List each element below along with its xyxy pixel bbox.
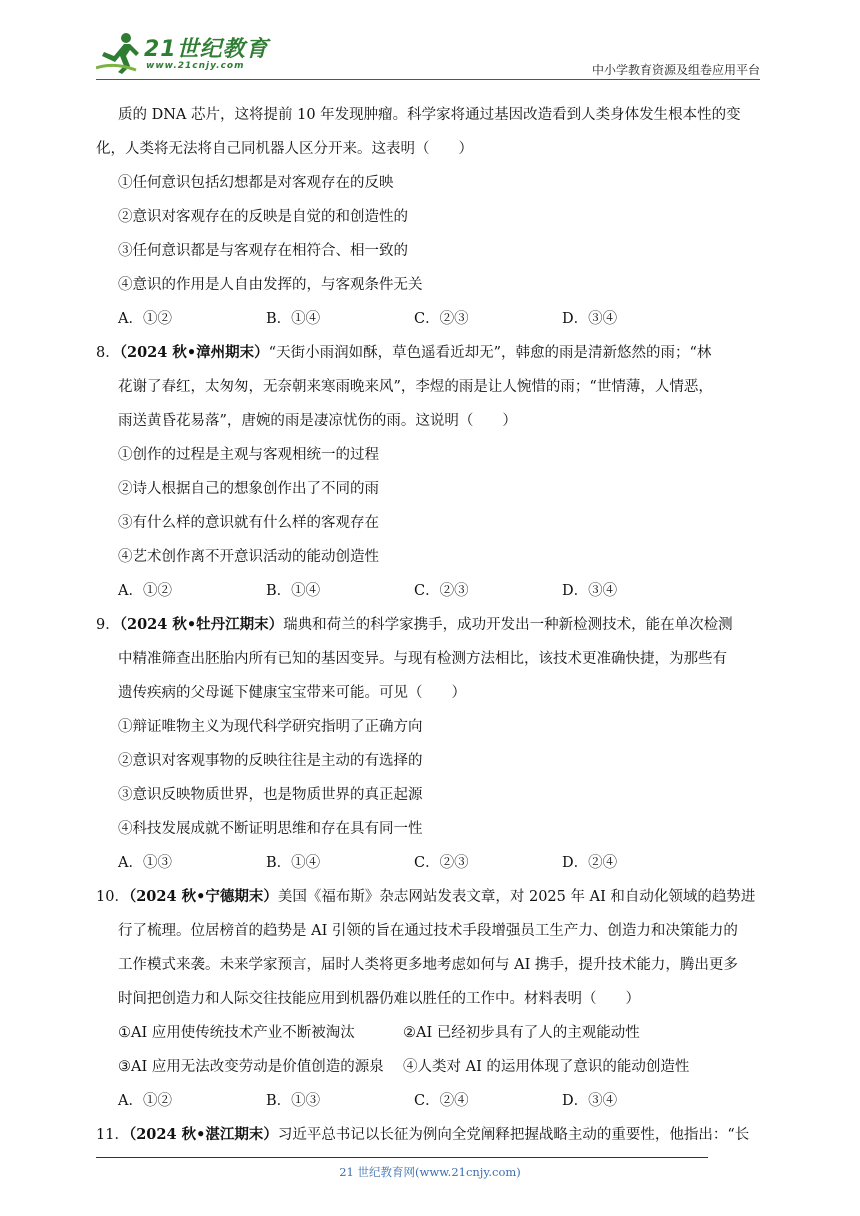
q9-text-1: 瑞典和荷兰的科学家携手，成功开发出一种新检测技术，能在单次检测 xyxy=(283,617,733,633)
q10-item-4: ④人类对 AI 的运用体现了意识的能动创造性 xyxy=(403,1059,690,1075)
q9-option-b[interactable]: B．①④ xyxy=(266,855,321,871)
q9-options xyxy=(96,846,766,880)
q8-item-2: ②诗人根据自己的想象创作出了不同的雨 xyxy=(118,481,379,497)
q7-line-2: 化，人类将无法将自己同机器人区分开来。这表明（ ） xyxy=(96,141,473,157)
q10-item-3: ③AI 应用无法改变劳动是价值创造的源泉 xyxy=(118,1059,384,1075)
q10-items-row-1 xyxy=(96,1016,766,1050)
q8-number: 8． xyxy=(96,345,120,361)
logo xyxy=(96,28,296,78)
q10-option-a[interactable]: A．①② xyxy=(118,1093,172,1109)
q9-item-2: ②意识对客观事物的反映往往是主动的有选择的 xyxy=(118,753,423,769)
q8-stem-line-3: 雨送黄昏花易落”，唐婉的雨是凄凉忧伤的雨。这说明（ ） xyxy=(118,413,517,429)
q10-stem-line-3: 工作模式来袭。未来学家预言，届时人类将更多地考虑如何与 AI 携手，提升技术能力，腾出更多 xyxy=(118,957,738,973)
q7-item-2: ②意识对客观存在的反映是自觉的和创造性的 xyxy=(118,209,408,225)
logo-text: 21世纪教育 xyxy=(144,37,269,62)
logo-url: www.21cnjy.com xyxy=(146,61,245,71)
q10-number: 10． xyxy=(96,889,129,905)
q9-stem-line-1 xyxy=(96,608,766,642)
q10-item-1: ①AI 应用使传统技术产业不断被淘汰 xyxy=(118,1025,355,1041)
q7-line-1: 质的 DNA 芯片，这将提前 10 年发现肿瘤。科学家将通过基因改造看到人类身体发生根本性的变 xyxy=(118,107,741,123)
q10-items-row-2 xyxy=(96,1050,766,1084)
page-header xyxy=(96,28,760,80)
q8-item-3: ③有什么样的意识就有什么样的客观存在 xyxy=(118,515,379,531)
q10-option-b[interactable]: B．①③ xyxy=(266,1093,321,1109)
q9-number: 9． xyxy=(96,617,120,633)
q10-option-c[interactable]: C．②④ xyxy=(414,1093,469,1109)
q9-stem-line-2: 中精准筛查出胚胎内所有已知的基因变异。与现有检测方法相比，该技术更准确快捷，为那些有 xyxy=(118,651,727,667)
footer-link[interactable]: 21 世纪教育网(www.21cnjy.com) xyxy=(339,1165,521,1179)
q11-stem-line-1 xyxy=(96,1118,766,1152)
q10-stem-line-2: 行了梳理。位居榜首的趋势是 AI 引领的旨在通过技术手段增强员工生产力、创造力和决策能力的 xyxy=(118,923,738,939)
q9-option-d[interactable]: D．②④ xyxy=(562,855,618,871)
q7-options xyxy=(96,302,766,336)
q8-source: （2024 秋•漳州期末） xyxy=(119,344,269,361)
q9-option-a[interactable]: A．①③ xyxy=(118,855,172,871)
q10-stem-line-4: 时间把创造力和人际交往技能应用到机器仍难以胜任的工作中。材料表明（ ） xyxy=(118,991,640,1007)
q7-item-3: ③任何意识都是与客观存在相符合、相一致的 xyxy=(118,243,408,259)
q9-option-c[interactable]: C．②③ xyxy=(414,855,469,871)
q7-option-d[interactable]: D．③④ xyxy=(562,311,618,327)
q9-source: （2024 秋•牡丹江期末） xyxy=(119,616,284,633)
q8-option-c[interactable]: C．②③ xyxy=(414,583,469,599)
q11-number: 11． xyxy=(96,1127,129,1143)
q8-item-4: ④艺术创作离不开意识活动的能动创造性 xyxy=(118,549,379,565)
q9-item-1: ①辩证唯物主义为现代科学研究指明了正确方向 xyxy=(118,719,423,735)
q10-options xyxy=(96,1084,766,1118)
q11-text-1: 习近平总书记以长征为例向全党阐释把握战略主动的重要性，他指出：“长 xyxy=(277,1127,750,1143)
runner-logo-icon xyxy=(96,32,140,74)
document-body xyxy=(96,98,766,1152)
q8-item-1: ①创作的过程是主观与客观相统一的过程 xyxy=(118,447,379,463)
q7-option-c[interactable]: C．②③ xyxy=(414,311,469,327)
q8-option-b[interactable]: B．①④ xyxy=(266,583,321,599)
q9-stem-line-3: 遗传疾病的父母诞下健康宝宝带来可能。可见（ ） xyxy=(118,685,466,701)
q8-text-1: “天街小雨润如酥，草色遥看近却无”，韩愈的雨是清新悠然的雨；“林 xyxy=(268,345,712,361)
header-divider xyxy=(96,79,760,80)
q8-options xyxy=(96,574,766,608)
q8-stem-line-1 xyxy=(96,336,766,370)
q7-option-b[interactable]: B．①④ xyxy=(266,311,321,327)
footer-divider xyxy=(96,1157,708,1158)
q9-item-3: ③意识反映物质世界，也是物质世界的真正起源 xyxy=(118,787,423,803)
q10-item-2: ②AI 已经初步具有了人的主观能动性 xyxy=(403,1025,640,1041)
q8-option-d[interactable]: D．③④ xyxy=(562,583,618,599)
q10-text-1: 美国《福布斯》杂志网站发表文章，对 2025 年 AI 和自动化领域的趋势进 xyxy=(277,889,756,905)
q10-source: （2024 秋•宁德期末） xyxy=(128,888,278,905)
q8-stem-line-2: 花谢了春红，太匆匆，无奈朝来寒雨晚来风”，李煜的雨是让人惋惜的雨；“世情薄，人情恶， xyxy=(118,379,713,395)
platform-name: 中小学教育资源及组卷应用平台 xyxy=(591,63,760,77)
q9-item-4: ④科技发展成就不断证明思维和存在具有同一性 xyxy=(118,821,423,837)
q11-source: （2024 秋•湛江期末） xyxy=(128,1126,278,1143)
q7-item-4: ④意识的作用是人自由发挥的，与客观条件无关 xyxy=(118,277,423,293)
q7-item-1: ①任何意识包括幻想都是对客观存在的反映 xyxy=(118,175,394,191)
q7-option-a[interactable]: A．①② xyxy=(118,311,172,327)
q10-option-d[interactable]: D．③④ xyxy=(562,1093,618,1109)
q10-stem-line-1 xyxy=(96,880,766,914)
q8-option-a[interactable]: A．①② xyxy=(118,583,172,599)
